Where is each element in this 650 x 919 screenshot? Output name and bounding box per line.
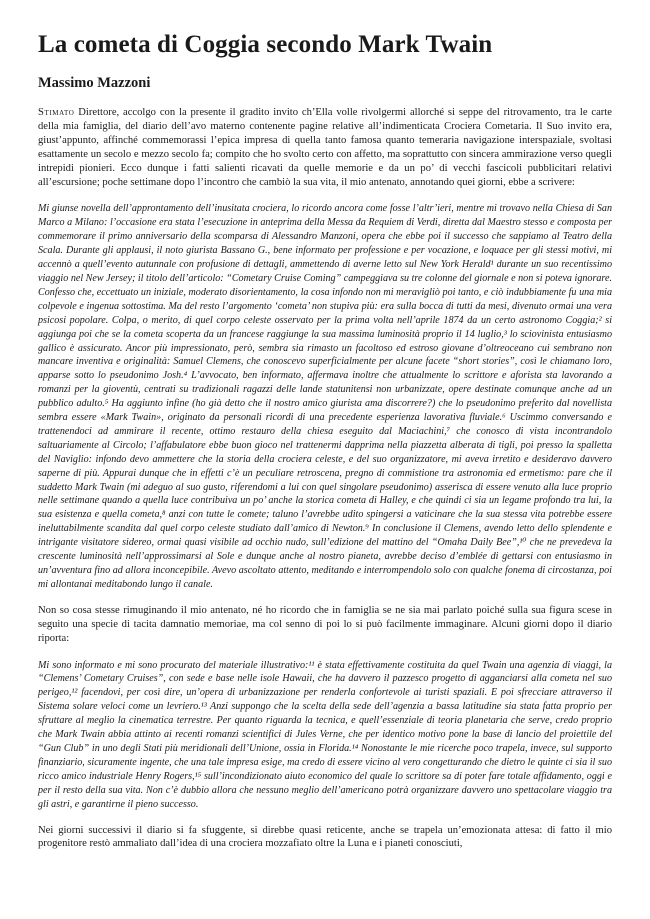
intro-paragraph-text: Direttore, accolgo con la presente il gradito invito ch’Ella volle rivolgermi allorché si seppe del ritrovamento, tra le carte della mia famiglia, del diario dell’avo materno contenente pagine relative all’indimenticata Crociera Cometaria. Il Suo invito era, giust’appunto, affinché commemorassi l’epica impresa di quella tanto famosa quanto temeraria navigazione interspaziale, svoltasi esattamente un secolo e mezzo secolo fa; compito che ho svolto certo con affetto, ma soprattutto con sincera ammirazione verso quegli intrepidi pionieri. Ecco dunque i fatti salienti ricavati da quelle memorie e da un po’ di vecchi fascicoli pubblicitari relativi all’escursione; poche settimane dopo l’incontro che cambiò la sua vita, il mio antenato, annotando quei giorni, ebbe a scrivere:: [38, 107, 612, 188]
body-paragraph-3: Nei giorni successivi il diario si fa sfuggente, si direbbe quasi reticente, anche se trapela un’emozionata attesa: di fatto il mio progenitore restò ammaliato dall’idea di una crociera mozzafiato oltre la Luna e i pianeti conosciuti,: [38, 824, 612, 850]
body-paragraph-2: Non so cosa stesse rimuginando il mio antenato, né ho ricordo che in famiglia se ne sia mai parlato poiché sulla sua figura scese in seguito una specie di tacita damnatio memoriae, ma col senno di poi lo si può facilmente immaginare. Alcuni giorni dopo il diario riporta:: [38, 604, 612, 644]
diary-quote-2: Mi sono informato e mi sono procurato del materiale illustrativo:¹¹ è stata effettivamente costituita da quel Twain una agenzia di viaggi, la “Clemens’ Cometary Cruises”, con sede e base nelle isole Hawaii, che ha davvero il pazzesco progetto di agganciarsi alla cometa nel suo perigeo,¹² facendovi, per così dire, un’opera di urbanizzazione per renderla confortevole ai turisti spaziali. E poi sfrecciare attraverso il Sistema solare veloci come un levriero.¹³ Anzi suppongo che la scelta della sede dell’agenzia a bassa latitudine sia stata fatta proprio per sfruttare al meglio la cinematica terrestre. Per quanto riguarda la tecnica, e quell’essenziale di teoria planetaria che serve, credo proprio che Mark Twain abbia attinto ai recenti romanzi scientifici di Jules Verne, che per identico motivo pone la base di lancio del proiettile del “Gun Club” in uno degli Stati più meridionali dell’Unione, ossia in Florida.¹⁴ Nonostante le mie ricerche poco trapela, invece, sul supporto finanziario, sicuramente ingente, che una tale impresa esige, ma credo di essere vicino al vero congetturando che dietro le quinte ci sia il suo ricco amico industriale Henry Rogers,¹⁵ sull’incondizionato aiuto economico del quale lo scrittore sa di poter fare totale affidamento, oggi e per il resto della sua vita. Non c’è dubbio allora che nessuno meglio dell’americano potrà organizzare davvero uno spettacolare viaggio tra gli astri, e garantirne il pieno successo.: [38, 659, 612, 810]
article: [38, 30, 612, 864]
opening-word: Stimato: [38, 107, 75, 118]
intro-paragraph: [38, 106, 612, 189]
diary-quote-1: Mi giunse novella dell’approntamento dell’inusitata crociera, lo ricordo ancora come fosse l’altr’ieri, mentre mi trovavo nella Chiesa di San Marco a Milano: l’occasione era stata l’esecuzione in anteprima della Messa da Requiem di Verdi, diretta dal Maestro stesso e composta per commemorare il primo anniversario della scomparsa di Alessandro Manzoni, opera che ebbe poi il successo che sappiamo al Teatro della Scala. Durante gli applausi, il noto giurista Bassano G., bene informato per professione e per vocazione, e loquace per gli stessi motivi, mi accennò a quell’evento autunnale con profusione di dettagli, ammettendo di averne letto sul New York Herald¹ durante un suo recentissimo viaggio nel New Jersey; il titolo dell’articolo: “Cometary Cruise Coming” campeggiava su tre colonne del giornale e non si poteva ignorare. Confesso che, eccettuato un iniziale, moderato disorientamento, la cosa infondo non mi meravigliò poi tanto, e ciò indubbiamente fu una mia colpevole e ingenua sottostima. Ma del resto l’argomento ‘cometa’ non stupiva più: era sulla bocca di tutti da mesi, divenuto ormai una vera psicosi popolare. Colpa, o merito, di quel corpo celeste osservato per la prima volta nell’aprile 1874 da un certo astronomo Coggia;² si aggiunga poi che se la cometa scoperta da un francese raggiunge la sua massima luminosità proprio il 14 luglio,³ lo sciovinista entusiasmo gallico è assicurato. Ancor più impressionato, però, sembra sia rimasto un facoltoso ed estroso giovane d’oltreoceano cui sembrano non mancare inventiva e originalità: Samuel Clemens, che conoscevo superficialmente per alcune facete “short stories”, così le chiamano loro, apparse sotto lo pseudonimo Josh.⁴ L’avvocato, ben informato, affermava inoltre che attualmente lo scrittore e aforista sta lavorando a romanzi per la gioventù, centrati su tradizionali ragazzi delle lande statunitensi non urbanizzate, opere destinate comunque anche ad un pubblico adulto.⁵ Ha aggiunto infine (ho già detto che il nostro amico giurista ama discorrere?) che lo pseudonimo preferito dal novellista sembra essere «Mark Twain», originato da personali ricordi di una precedente esperienza lavorativa fluviale.⁶ Uscimmo conversando e trattenendoci ad ammirare il recente, ottimo restauro della chiesa eseguito dal Maciachini,⁷ che conosco di vista incontrandolo saltuariamente al Circolo; l’affabulatore ebbe buon gioco nel trattenermi dapprima nella piazzetta alberata di tigli, poi presso la spalletta del Naviglio: infondo devo ammettere che la storia della crociera celeste, e del suo organizzatore, mi aveva irretito e desideravo davvero saperne di più. Appurai dunque che in effetti c’è un peculiare retroscena, pregno di commistione tra astronomia ed ermetismo: pare che il suddetto Mark Twain (mi adeguo al suo gusto, riferendomi a lui con quel singolare pseudonimo) asserisca di essere venuto alla luce proprio nelle settimane quando a quella luce contribuiva un po’ anche la storica cometa di Halley, e che quindi ci sia un legame profondo tra lui, la sua esistenza e quella cometa,⁸ anzi con tutte le comete; taluno l’avrebbe udito spingersi a vaticinare che la sua stessa vita potrebbe essere ineluttabilmente scandita dal quel corpo celeste studiato dall’amico di Newton.⁹ In conclusione il Clemens, avendo letto dello splendente e intrigante visitatore sidereo, ormai quasi visibile ad occhio nudo, sull’edizione del mattino del “Omaha Daily Bee”,¹⁰ che ne prevedeva la crescente luminosità nell’approssimarsi al Sole e dunque anche al nostro pianeta, avrebbe deciso d’emblée di gettarsi con entusiasmo in un’avventura fino ad allora inconcepibile. Avevo ascoltato attento, meditando e interrompendolo solo con qualche fonema di circostanza, poi mi allontanai meditabondo lungo il canale.: [38, 203, 612, 590]
article-title: La cometa di Coggia secondo Mark Twain: [38, 31, 493, 58]
article-author: Massimo Mazzoni: [38, 75, 151, 91]
